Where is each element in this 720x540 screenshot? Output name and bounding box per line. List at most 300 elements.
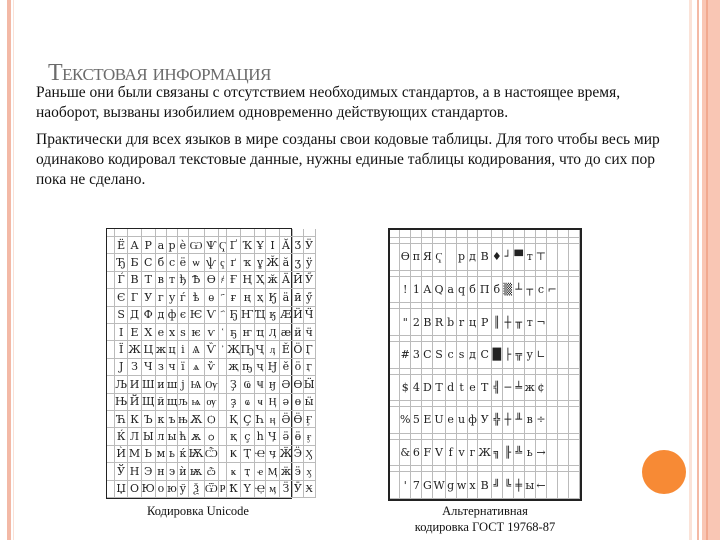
glyph-cell: ҂ xyxy=(219,272,227,289)
glyph-cell xyxy=(219,446,227,463)
glyph-cell: ф xyxy=(468,407,479,434)
glyph-cell: g xyxy=(446,472,457,499)
row-header xyxy=(107,272,115,289)
row-header xyxy=(107,481,115,498)
glyph-cell xyxy=(219,428,227,445)
glyph-cell: Ӵ xyxy=(304,307,316,324)
row-header xyxy=(107,237,115,254)
column-header xyxy=(189,229,205,237)
glyph-cell: " xyxy=(400,309,411,336)
glyph-cell: ы xyxy=(525,472,536,499)
glyph-cell: U xyxy=(433,407,445,434)
column-header xyxy=(255,229,266,237)
column-header xyxy=(558,230,569,238)
glyph-cell xyxy=(219,307,227,324)
glyph-cell: У xyxy=(142,289,156,306)
glyph-cell xyxy=(547,309,558,336)
glyph-cell: ѭ xyxy=(189,463,205,480)
glyph-cell: ѻ xyxy=(205,428,219,445)
row-header xyxy=(390,440,400,467)
column-header xyxy=(503,230,514,238)
glyph-cell: ҫ xyxy=(241,428,255,445)
glyph-cell xyxy=(547,375,558,402)
glyph-cell: і xyxy=(178,341,188,358)
glyph-cell: S xyxy=(433,342,445,369)
unicode-table-image xyxy=(106,228,315,499)
column-header xyxy=(128,229,141,237)
glyph-cell: v xyxy=(457,440,468,467)
glyph-cell: Ҧ xyxy=(241,341,255,358)
glyph-cell: ѧ xyxy=(189,359,205,376)
glyph-cell: ╝ xyxy=(492,472,503,499)
glyph-cell: Ь xyxy=(142,446,156,463)
glyph-cell: Ӻ xyxy=(304,411,316,428)
glyph-cell: Ы xyxy=(142,428,156,445)
glyph-cell: ө xyxy=(293,394,304,411)
glyph-cell: э xyxy=(167,463,178,480)
glyph-cell: u xyxy=(457,407,468,434)
glyph-cell: Ѓ xyxy=(115,272,128,289)
glyph-cell: ђ xyxy=(178,272,188,289)
glyph-cell: л xyxy=(156,428,167,445)
glyph-cell: Р xyxy=(142,237,156,254)
slide-title: Текстовая информация xyxy=(48,60,271,86)
column-header xyxy=(142,229,156,237)
glyph-cell: Э xyxy=(142,463,156,480)
glyph-cell: Ѽ xyxy=(205,446,219,463)
glyph-cell: ╨ xyxy=(514,407,525,434)
glyph-cell: w xyxy=(457,472,468,499)
glyph-cell: Д xyxy=(128,307,141,324)
glyph-cell: Ю xyxy=(142,481,156,498)
row-header xyxy=(107,324,115,341)
glyph-cell: █ xyxy=(492,342,503,369)
glyph-cell: ╩ xyxy=(514,440,525,467)
glyph-cell: Т xyxy=(142,272,156,289)
row-header xyxy=(107,394,115,411)
row-header xyxy=(107,359,115,376)
glyph-cell: → xyxy=(536,440,547,467)
glyph-cell: Ӡ xyxy=(293,237,304,254)
glyph-cell: А xyxy=(128,237,141,254)
glyph-cell: е xyxy=(156,324,167,341)
table-corner xyxy=(107,229,115,237)
glyph-cell xyxy=(219,289,227,306)
glyph-cell: ц xyxy=(468,309,479,336)
glyph-cell: 2 xyxy=(411,309,422,336)
glyph-cell: ѩ xyxy=(189,394,205,411)
glyph-cell: И xyxy=(128,376,141,393)
glyph-cell: W xyxy=(433,472,445,499)
row-header xyxy=(107,428,115,445)
glyph-cell: ѽ xyxy=(205,463,219,480)
glyph-cell: ! xyxy=(400,277,411,304)
glyph-cell: ѐ xyxy=(178,237,188,254)
glyph-cell: ҥ xyxy=(241,324,255,341)
glyph-cell: B xyxy=(422,309,433,336)
glyph-cell: ӝ xyxy=(280,463,293,480)
glyph-cell: b xyxy=(446,309,457,336)
glyph-cell: T xyxy=(433,375,445,402)
gost-table-image xyxy=(388,228,582,501)
glyph-cell: Ӄ xyxy=(266,289,279,306)
glyph-cell xyxy=(558,244,569,271)
glyph-cell: Ӑ xyxy=(280,237,293,254)
glyph-cell: Ч xyxy=(142,359,156,376)
glyph-cell xyxy=(569,309,580,336)
column-header xyxy=(205,229,219,237)
glyph-cell xyxy=(219,394,227,411)
glyph-cell: Ө xyxy=(293,376,304,393)
glyph-cell: ∟ xyxy=(536,342,547,369)
glyph-cell: О xyxy=(128,481,141,498)
glyph-cell xyxy=(558,375,569,402)
column-header xyxy=(227,229,240,237)
glyph-cell: ╥ xyxy=(514,309,525,336)
glyph-cell: ҁ xyxy=(219,254,227,271)
glyph-cell: қ xyxy=(227,428,240,445)
glyph-cell: ӭ xyxy=(293,463,304,480)
slide-border-left xyxy=(7,0,11,540)
glyph-cell xyxy=(219,411,227,428)
glyph-cell: ӡ xyxy=(293,254,304,271)
glyph-cell: ң xyxy=(241,289,255,306)
glyph-cell: q xyxy=(457,277,468,304)
glyph-cell: e xyxy=(446,407,457,434)
glyph-cell: ⌐ xyxy=(547,277,558,304)
glyph-cell: r xyxy=(457,309,468,336)
glyph-cell: п xyxy=(411,244,422,271)
glyph-cell: Ѻ xyxy=(205,411,219,428)
glyph-cell: s xyxy=(457,342,468,369)
glyph-cell: 6 xyxy=(411,440,422,467)
glyph-cell: љ xyxy=(178,394,188,411)
glyph-cell: Җ xyxy=(227,341,240,358)
column-header xyxy=(219,229,227,237)
glyph-cell: ҡ xyxy=(241,254,255,271)
glyph-cell xyxy=(219,341,227,358)
glyph-cell: Q xyxy=(433,277,445,304)
glyph-cell: Ҿ xyxy=(255,481,266,498)
glyph-cell: & xyxy=(400,440,411,467)
glyph-cell: Ӥ xyxy=(293,307,304,324)
row-header xyxy=(107,411,115,428)
glyph-cell: Ғ xyxy=(227,272,240,289)
glyph-cell: Ѝ xyxy=(115,446,128,463)
glyph-cell: у xyxy=(525,342,536,369)
glyph-cell: ¬ xyxy=(536,309,547,336)
glyph-cell: а xyxy=(156,237,167,254)
glyph-cell: ӷ xyxy=(304,359,316,376)
glyph-cell: ӌ xyxy=(266,446,279,463)
glyph-cell: М xyxy=(128,446,141,463)
glyph-cell: җ xyxy=(227,359,240,376)
glyph-cell: м xyxy=(156,446,167,463)
glyph-cell: о xyxy=(156,481,167,498)
glyph-cell: Ҹ xyxy=(255,376,266,393)
glyph-cell xyxy=(547,342,558,369)
glyph-cell: Е xyxy=(128,324,141,341)
glyph-cell: ѥ xyxy=(189,324,205,341)
glyph-cell: Ҭ xyxy=(241,446,255,463)
column-header xyxy=(457,230,468,238)
glyph-cell: ҵ xyxy=(255,324,266,341)
glyph-cell: Ѩ xyxy=(189,376,205,393)
glyph-cell: Ӧ xyxy=(293,341,304,358)
row-header xyxy=(390,277,400,304)
glyph-cell: Ѣ xyxy=(189,272,205,289)
glyph-cell: ┘ xyxy=(503,244,514,271)
glyph-cell xyxy=(569,244,580,271)
glyph-cell: Ҥ xyxy=(241,307,255,324)
slide-body xyxy=(36,83,672,197)
column-header xyxy=(115,229,128,237)
column-header xyxy=(492,230,503,238)
glyph-cell: Ќ xyxy=(115,428,128,445)
column-header xyxy=(304,229,316,237)
glyph-cell: ╟ xyxy=(503,440,514,467)
glyph-cell: Б xyxy=(128,254,141,271)
glyph-cell: ѱ xyxy=(205,254,219,271)
glyph-cell: Ѭ xyxy=(189,446,205,463)
glyph-cell: є xyxy=(178,307,188,324)
caption-unicode: Кодировка Unicode xyxy=(147,504,249,518)
glyph-cell: 7 xyxy=(411,472,422,499)
glyph-cell: ╚ xyxy=(503,472,514,499)
glyph-cell: Ҁ xyxy=(433,244,445,271)
glyph-cell: Ц xyxy=(142,341,156,358)
glyph-cell: Ѧ xyxy=(189,341,205,358)
glyph-cell: Љ xyxy=(115,376,128,393)
glyph-cell: Ј xyxy=(115,359,128,376)
row-header xyxy=(390,472,400,499)
glyph-cell: В xyxy=(478,244,491,271)
glyph-cell: ҭ xyxy=(241,463,255,480)
glyph-cell: Ѕ xyxy=(115,307,128,324)
glyph-cell xyxy=(569,375,580,402)
column-header xyxy=(178,229,188,237)
glyph-cell: ӱ xyxy=(304,254,316,271)
glyph-cell: г xyxy=(468,440,479,467)
glyph-cell: ♦ xyxy=(492,244,503,271)
row-header xyxy=(390,342,400,369)
glyph-cell: ѹ xyxy=(205,394,219,411)
glyph-cell: Ӯ xyxy=(293,481,304,498)
glyph-cell: c xyxy=(446,342,457,369)
glyph-cell: б xyxy=(468,277,479,304)
glyph-cell: П xyxy=(478,277,491,304)
glyph-cell: һ xyxy=(255,428,266,445)
glyph-cell: Ӈ xyxy=(266,359,279,376)
glyph-cell xyxy=(569,277,580,304)
glyph-cell: Џ xyxy=(115,481,128,498)
glyph-cell: в xyxy=(525,407,536,434)
glyph-cell: ѵ xyxy=(205,324,219,341)
glyph-cell: ┴ xyxy=(514,277,525,304)
glyph-cell xyxy=(547,440,558,467)
glyph-cell: Ӛ xyxy=(280,411,293,428)
glyph-cell: ▀ xyxy=(514,244,525,271)
slide-border-right-stripe xyxy=(706,0,708,540)
glyph-cell: Ӂ xyxy=(266,254,279,271)
glyph-cell: д xyxy=(468,244,479,271)
glyph-cell: ґ xyxy=(227,254,240,271)
glyph-cell: Ҽ xyxy=(255,446,266,463)
glyph-cell: С xyxy=(142,254,156,271)
glyph-cell: н xyxy=(156,463,167,480)
glyph-cell: Ү xyxy=(241,481,255,498)
glyph-cell: Һ xyxy=(255,411,266,428)
glyph-cell: Ґ xyxy=(227,237,240,254)
column-header xyxy=(547,230,558,238)
glyph-cell: ▒ xyxy=(503,277,514,304)
glyph-cell: ' xyxy=(400,472,411,499)
glyph-cell xyxy=(219,359,227,376)
glyph-cell xyxy=(558,309,569,336)
glyph-cell: ӣ xyxy=(293,289,304,306)
glyph-cell: с xyxy=(536,277,547,304)
glyph-cell: Ѡ xyxy=(189,237,205,254)
row-header xyxy=(107,376,115,393)
column-header xyxy=(422,230,433,238)
glyph-cell: ┼ xyxy=(503,407,514,434)
glyph-cell: ӊ xyxy=(266,411,279,428)
glyph-cell: р xyxy=(167,237,178,254)
glyph-cell xyxy=(558,472,569,499)
glyph-cell: Ҝ xyxy=(227,446,240,463)
glyph-cell: В xyxy=(478,472,491,499)
glyph-cell: К xyxy=(128,411,141,428)
glyph-cell: Й xyxy=(128,394,141,411)
glyph-cell: Щ xyxy=(142,394,156,411)
glyph-cell: ӈ xyxy=(266,376,279,393)
caption-gost-line1: Альтернативная xyxy=(442,504,528,518)
glyph-cell: ұ xyxy=(255,254,266,271)
glyph-cell: G xyxy=(422,472,433,499)
glyph-cell: Ъ xyxy=(142,411,156,428)
slide-border-left-inner xyxy=(13,0,14,540)
glyph-cell: ╗ xyxy=(492,440,503,467)
glyph-cell: ь xyxy=(525,440,536,467)
glyph-cell: Ӹ xyxy=(304,376,316,393)
glyph-cell: ъ xyxy=(167,411,178,428)
column-header xyxy=(514,230,525,238)
glyph-cell xyxy=(219,463,227,480)
glyph-cell: Ф xyxy=(142,307,156,324)
row-header xyxy=(107,463,115,480)
glyph-cell: ӳ xyxy=(304,289,316,306)
glyph-cell: Ӭ xyxy=(293,446,304,463)
glyph-cell: І xyxy=(115,324,128,341)
glyph-cell: Ә xyxy=(280,376,293,393)
glyph-cell: Ѱ xyxy=(205,237,219,254)
glyph-cell: C xyxy=(422,342,433,369)
caption-gost-line2: кодировка ГОСТ 19768-87 xyxy=(414,520,556,534)
glyph-cell xyxy=(569,472,580,499)
glyph-cell: С xyxy=(478,342,491,369)
glyph-cell xyxy=(446,244,457,271)
glyph-cell: Л xyxy=(128,428,141,445)
glyph-cell xyxy=(547,244,558,271)
glyph-cell: щ xyxy=(167,394,178,411)
glyph-cell: Ӓ xyxy=(280,272,293,289)
glyph-cell: В xyxy=(128,272,141,289)
glyph-cell: ѕ xyxy=(178,324,188,341)
column-header xyxy=(280,229,293,237)
glyph-cell xyxy=(558,407,569,434)
glyph-cell: е xyxy=(468,375,479,402)
glyph-cell: V xyxy=(433,440,445,467)
column-header xyxy=(536,230,547,238)
glyph-cell: ј xyxy=(178,376,188,393)
glyph-cell: У xyxy=(478,407,491,434)
glyph-cell: Ҏ xyxy=(219,481,227,498)
glyph-cell: Ӱ xyxy=(304,237,316,254)
glyph-cell xyxy=(569,440,580,467)
glyph-cell: Ж xyxy=(128,341,141,358)
glyph-cell: к xyxy=(156,411,167,428)
glyph-cell: Є xyxy=(115,289,128,306)
glyph-cell: ғ xyxy=(227,289,240,306)
glyph-cell: Ӳ xyxy=(304,272,316,289)
glyph-cell: ф xyxy=(167,307,178,324)
glyph-cell: 5 xyxy=(411,407,422,434)
column-header xyxy=(400,230,411,238)
glyph-cell: Ж xyxy=(478,440,491,467)
glyph-cell: ← xyxy=(536,472,547,499)
glyph-cell: R xyxy=(433,309,445,336)
glyph-cell: ҷ xyxy=(255,359,266,376)
glyph-cell: Ӎ xyxy=(266,463,279,480)
glyph-cell: ╧ xyxy=(514,375,525,402)
column-header xyxy=(293,229,304,237)
glyph-cell: ҙ xyxy=(227,394,240,411)
glyph-cell: р xyxy=(457,244,468,271)
glyph-cell: б xyxy=(156,254,167,271)
glyph-cell: ╬ xyxy=(492,407,503,434)
glyph-cell: Ї xyxy=(115,341,128,358)
glyph-cell: с xyxy=(167,254,178,271)
glyph-cell: Ӽ xyxy=(304,446,316,463)
glyph-cell: й xyxy=(156,394,167,411)
glyph-cell: ¢ xyxy=(536,375,547,402)
glyph-cell: Ӏ xyxy=(266,237,279,254)
glyph-cell: Ҷ xyxy=(255,341,266,358)
glyph-cell: Ў xyxy=(115,463,128,480)
glyph-cell: Ӆ xyxy=(266,324,279,341)
glyph-cell: # xyxy=(400,342,411,369)
glyph-cell: ӥ xyxy=(293,324,304,341)
glyph-cell: т xyxy=(167,272,178,289)
glyph-cell: ӂ xyxy=(266,272,279,289)
glyph-cell: ӧ xyxy=(293,359,304,376)
glyph-cell: Ё xyxy=(115,237,128,254)
glyph-cell: Ӌ xyxy=(266,428,279,445)
glyph-cell: б xyxy=(492,277,503,304)
glyph-cell: Ҫ xyxy=(241,411,255,428)
row-header xyxy=(107,341,115,358)
row-header xyxy=(107,289,115,306)
glyph-cell: ҧ xyxy=(241,359,255,376)
glyph-cell: ћ xyxy=(178,428,188,445)
glyph-cell: Ѳ xyxy=(400,244,411,271)
glyph-cell: т xyxy=(525,244,536,271)
glyph-cell: Ӷ xyxy=(304,341,316,358)
glyph-cell: Р xyxy=(478,309,491,336)
glyph-cell: З xyxy=(128,359,141,376)
row-header xyxy=(107,446,115,463)
glyph-cell: ├ xyxy=(503,342,514,369)
